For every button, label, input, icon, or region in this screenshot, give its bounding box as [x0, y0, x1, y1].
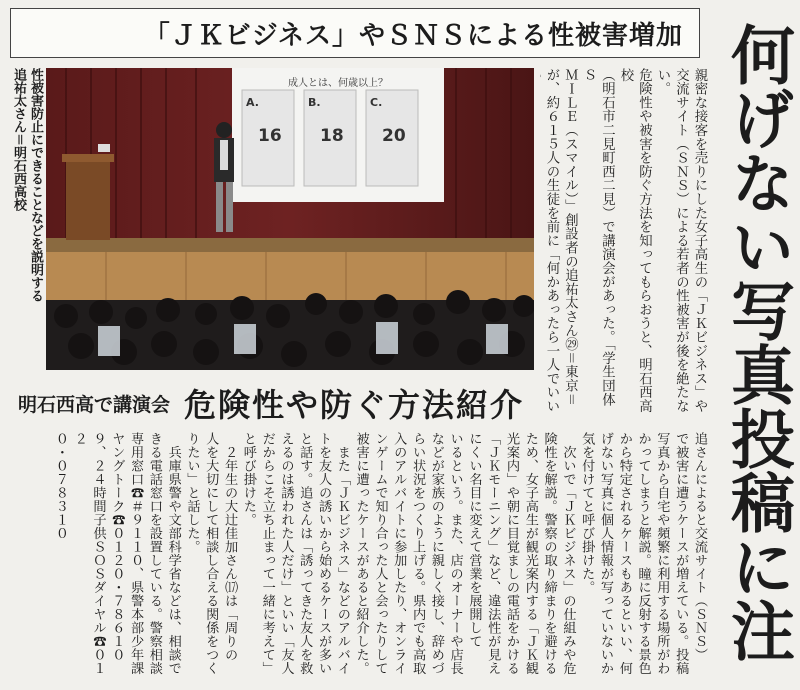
slide-option-a-letter: A. — [246, 96, 259, 109]
sub-location: 明石西高で講演会 — [18, 393, 171, 416]
sub-headline: 危険性や防ぐ方法紹介 — [184, 386, 525, 424]
main-headline: 何げない写真投稿に注 — [720, 22, 794, 662]
lead-paragraph: 親密な接客を売りにした女子高生の「ＪＫビジネス」や 交流サイト（ＳＮＳ）による若者の性被害が後を絶たない。 危険性や被害を防ぐ方法を知ってもらおうと、明石西高校 （明石市二見町西二見）で講演会があった。「学生団体Ｓ ＭＩＬＥ（スマイル）」創設者の追祐太さん㉙＝東京＝ が、約６１５人の生徒を前に「何かあったら一人でいい — [544, 68, 707, 413]
top-header — [10, 8, 700, 58]
lecture-scene-illustration — [46, 68, 534, 370]
slide-option-b-letter: B. — [308, 96, 321, 109]
lecture-photo — [46, 68, 534, 370]
slide-option-c-value: 20 — [382, 126, 406, 146]
sub-header — [10, 378, 700, 428]
top-title: 「ＪＫビジネス」やＳＮＳによる性被害増加 — [143, 20, 683, 51]
article-body: 追さんによると交流サイト（ＳＮＳ） で被害に遭うケースが増えている。投稿 写真から自宅や頻繁に利用する場所がわ かってしまうと解説。瞳に反射する景色 から特定されるケースもあるといい、何 げない写真に個人情報が写っていないか 気を付けてと呼び掛けた。 次いで「ＪＫビジネス」の仕組みや危 険性を解説。警察の取り締まりを避ける ため、女子高生が観光案内する「ＪＫ観 光案内」や朝に目覚ましの電話をかける 「ＪＫモーニング」など、違法性が見え にくい名目に変えて営業を展開して いるという。また、店のオーナーや店長 などが家族のように親しく接し、辞めづ らい状況をつくり上げる。県内でも高取 入のアルバイトに参加したり、オンライ ンゲームで知り合った人と会ったりして 被害に遭ったケースがあると紹介した。 また「ＪＫビジネス」などのアルバイ トを友人の誘いから始めるケースが多い と話す。追さんは「誘ってきた友人を救 えるのは誘われた人だけ」といい「友人 だからこそ立ち止まって一緒に考えて」 と呼び掛けた。 ２年生の大辻佳加さん⒄は「周りの 人を大切にして相談し合える関係をつく りたい」と話した。 兵庫県警や文部科学省などは、相談で きる電話窓口を設置している。警察相談 専用窓口☎＃９１１０、県警本部少年課 ヤングトーク☎０１２０・７８６１０ ９、２４時間子供ＳＯＳダイヤル☎０１２ ０・０７８３１０ — [52, 432, 707, 675]
photo-caption: 性被害防止にできることなどを説明する 追祐太さん＝明石西高校 — [11, 68, 43, 302]
slide-option-c-letter: C. — [370, 96, 383, 109]
slide-question: 成人とは、何歳以上？ — [288, 78, 388, 89]
slide-option-a-value: 16 — [258, 126, 282, 146]
slide-option-b-value: 18 — [320, 126, 344, 146]
